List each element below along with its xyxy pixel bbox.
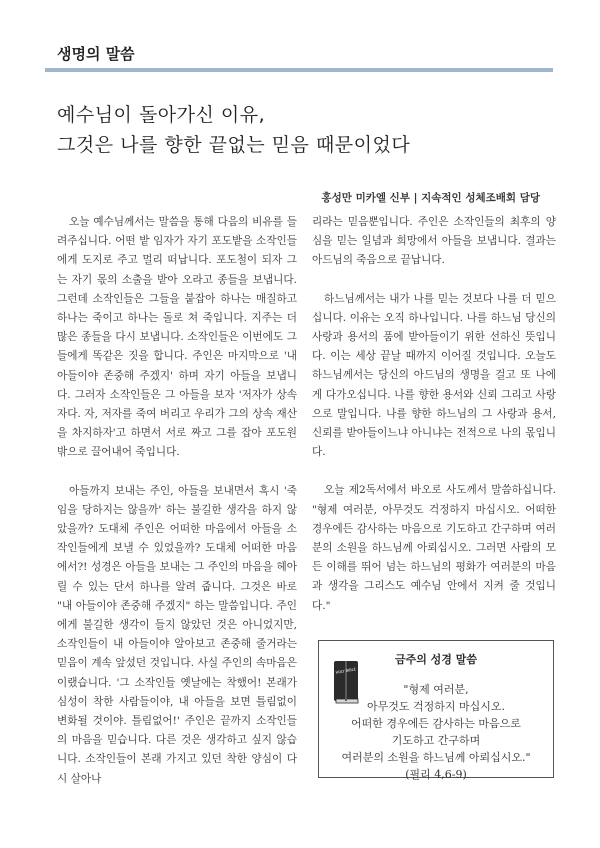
verse-line: 아무것도 걱정하지 마십시오.: [366, 700, 505, 713]
paragraph: 오늘 제2독서에서 바오로 사도께서 말씀하십니다. "형제 여러분, 아무것도 걱정하지 마십시오. 어떠한 경우에든 감사하는 마음으로 기도하고 간구하며 여러분의 소원을 하느님께 아뢰십시오. 그러면 사람의 모든 이해를 뛰어 넘는 하느님의 평화가 여러분의 마음과 생각을 그리스도 예수님 안에서 지켜 줄 것입니다.": [312, 484, 556, 612]
verse-line: "형제 여러분,: [403, 683, 469, 696]
paragraph: 리라는 믿음뿐입니다. 주인은 소작인들의 최후의 양심을 믿는 일념과 희망에서 아들을 보냅니다. 결과는 아드님의 죽음으로 끝납니다.: [312, 216, 556, 267]
right-column: [312, 213, 556, 635]
section-label: 생명의 말씀: [57, 45, 135, 63]
weekly-verse-box: [318, 640, 554, 781]
verse-text: [319, 681, 553, 783]
verse-box-title: 금주의 성경 말씀: [394, 653, 478, 666]
paragraph: 아들까지 보내는 주인, 아들을 보내면서 혹시 '죽임을 당하지는 않을까' 하는 불길한 생각을 하지 않았을까? 도대체 주인은 어떠한 마음에서 아들을 소작인들에게 보낼 수 있었을까? 도대체 어떠한 마음에서?! 성경은 아들을 보내는 그 주인의 마음을 헤아릴 수 있는 단서 하나를 알려 줍니다. 그것은 바로 "내 아들이야 존중해 주겠지" 하는 말씀입니다. 주인에게 불길한 생각이 들지 않았던 것은 아니었지만, 소작인들이 내 아들이야 알아보고 존중해 줄거라는 믿음이 계속 앞섰던 것입니다. 사실 주인의 속마음은 이랬습니다. '그 소작인들 옛날에는 착했어! 본래가 심성이 착한 사람들이야, 내 아들을 보면 틀림없이 변화될 것이야. 틀림없어!' 주인은 끝까지 소작인들의 마음을 믿습니다. 다른 것은 생각하고 싶지 않습니다. 소작인들이 본래 가지고 있던 착한 양심이 다시 살아나: [57, 484, 297, 785]
author-byline: 홍성만 미카엘 신부 | 지속적인 성체조배회 담당: [321, 192, 540, 204]
bible-cover-text: HOLY BIBLE: [335, 667, 357, 675]
title-line-1: 예수님이 돌아가신 이유,: [57, 104, 266, 126]
paragraph: 하느님께서는 내가 나를 믿는 것보다 나를 더 믿으십니다. 이유는 오직 하나입니다. 나를 하느님 당신의 사랑과 용서의 품에 받아들이기 위한 선하신 뜻입니다. 이는 세상 끝날 때까지 이어질 것입니다. 오늘도 하느님께서는 당신의 아드님의 생명을 걸고 또 나에게 다가오십니다. 나를 향한 용서와 신뢰 그리고 사랑으로 말입니다. 나를 향한 하느님의 그 사랑과 용서, 신뢰를 받아들이느냐 아니냐는 전적으로 나의 몫입니다.: [312, 292, 556, 459]
verse-line: 어떠한 경우에든 감사하는 마음으로: [351, 717, 521, 730]
header-rule: [45, 68, 553, 72]
paragraph: 오늘 예수님께서는 말씀을 통해 다음의 비유를 들려주십니다. 어떤 밭 임자가 자기 포도밭을 소작인들에게 도지로 주고 멀리 떠납니다. 포도철이 되자 그는 자기 몫의 소출을 받아 오라고 종들을 보냅니다. 그런데 소작인들은 그들을 붙잡아 하나는 매질하고 하나는 죽이고 하나는 돌로 쳐 죽입니다. 지주는 더 많은 종들을 다시 보냅니다. 소작인들은 이번에도 그들에게 똑같은 짓을 합니다. 주인은 마지막으로 '내 아들이야 존중해 주겠지' 하며 자기 아들을 보냅니다. 그러자 소작인들은 그 아들을 보자 '저자가 상속자다. 자, 저자를 죽여 버리고 우리가 그의 상속 재산을 차지하자'고 하면서 서로 짜고 그를 잡아 포도원 밖으로 끌어내어 죽입니다.: [57, 216, 297, 459]
verse-line: 기도하고 간구하며: [391, 734, 481, 747]
verse-reference: (필리 4,6-9): [405, 768, 467, 781]
title-line-2: 그것은 나를 향한 끝없는 믿음 때문이었다: [57, 134, 411, 156]
verse-line: 여러분의 소원을 하느님께 아뢰십시오.": [341, 751, 531, 764]
article-title: [57, 100, 547, 160]
left-column: [57, 213, 297, 808]
